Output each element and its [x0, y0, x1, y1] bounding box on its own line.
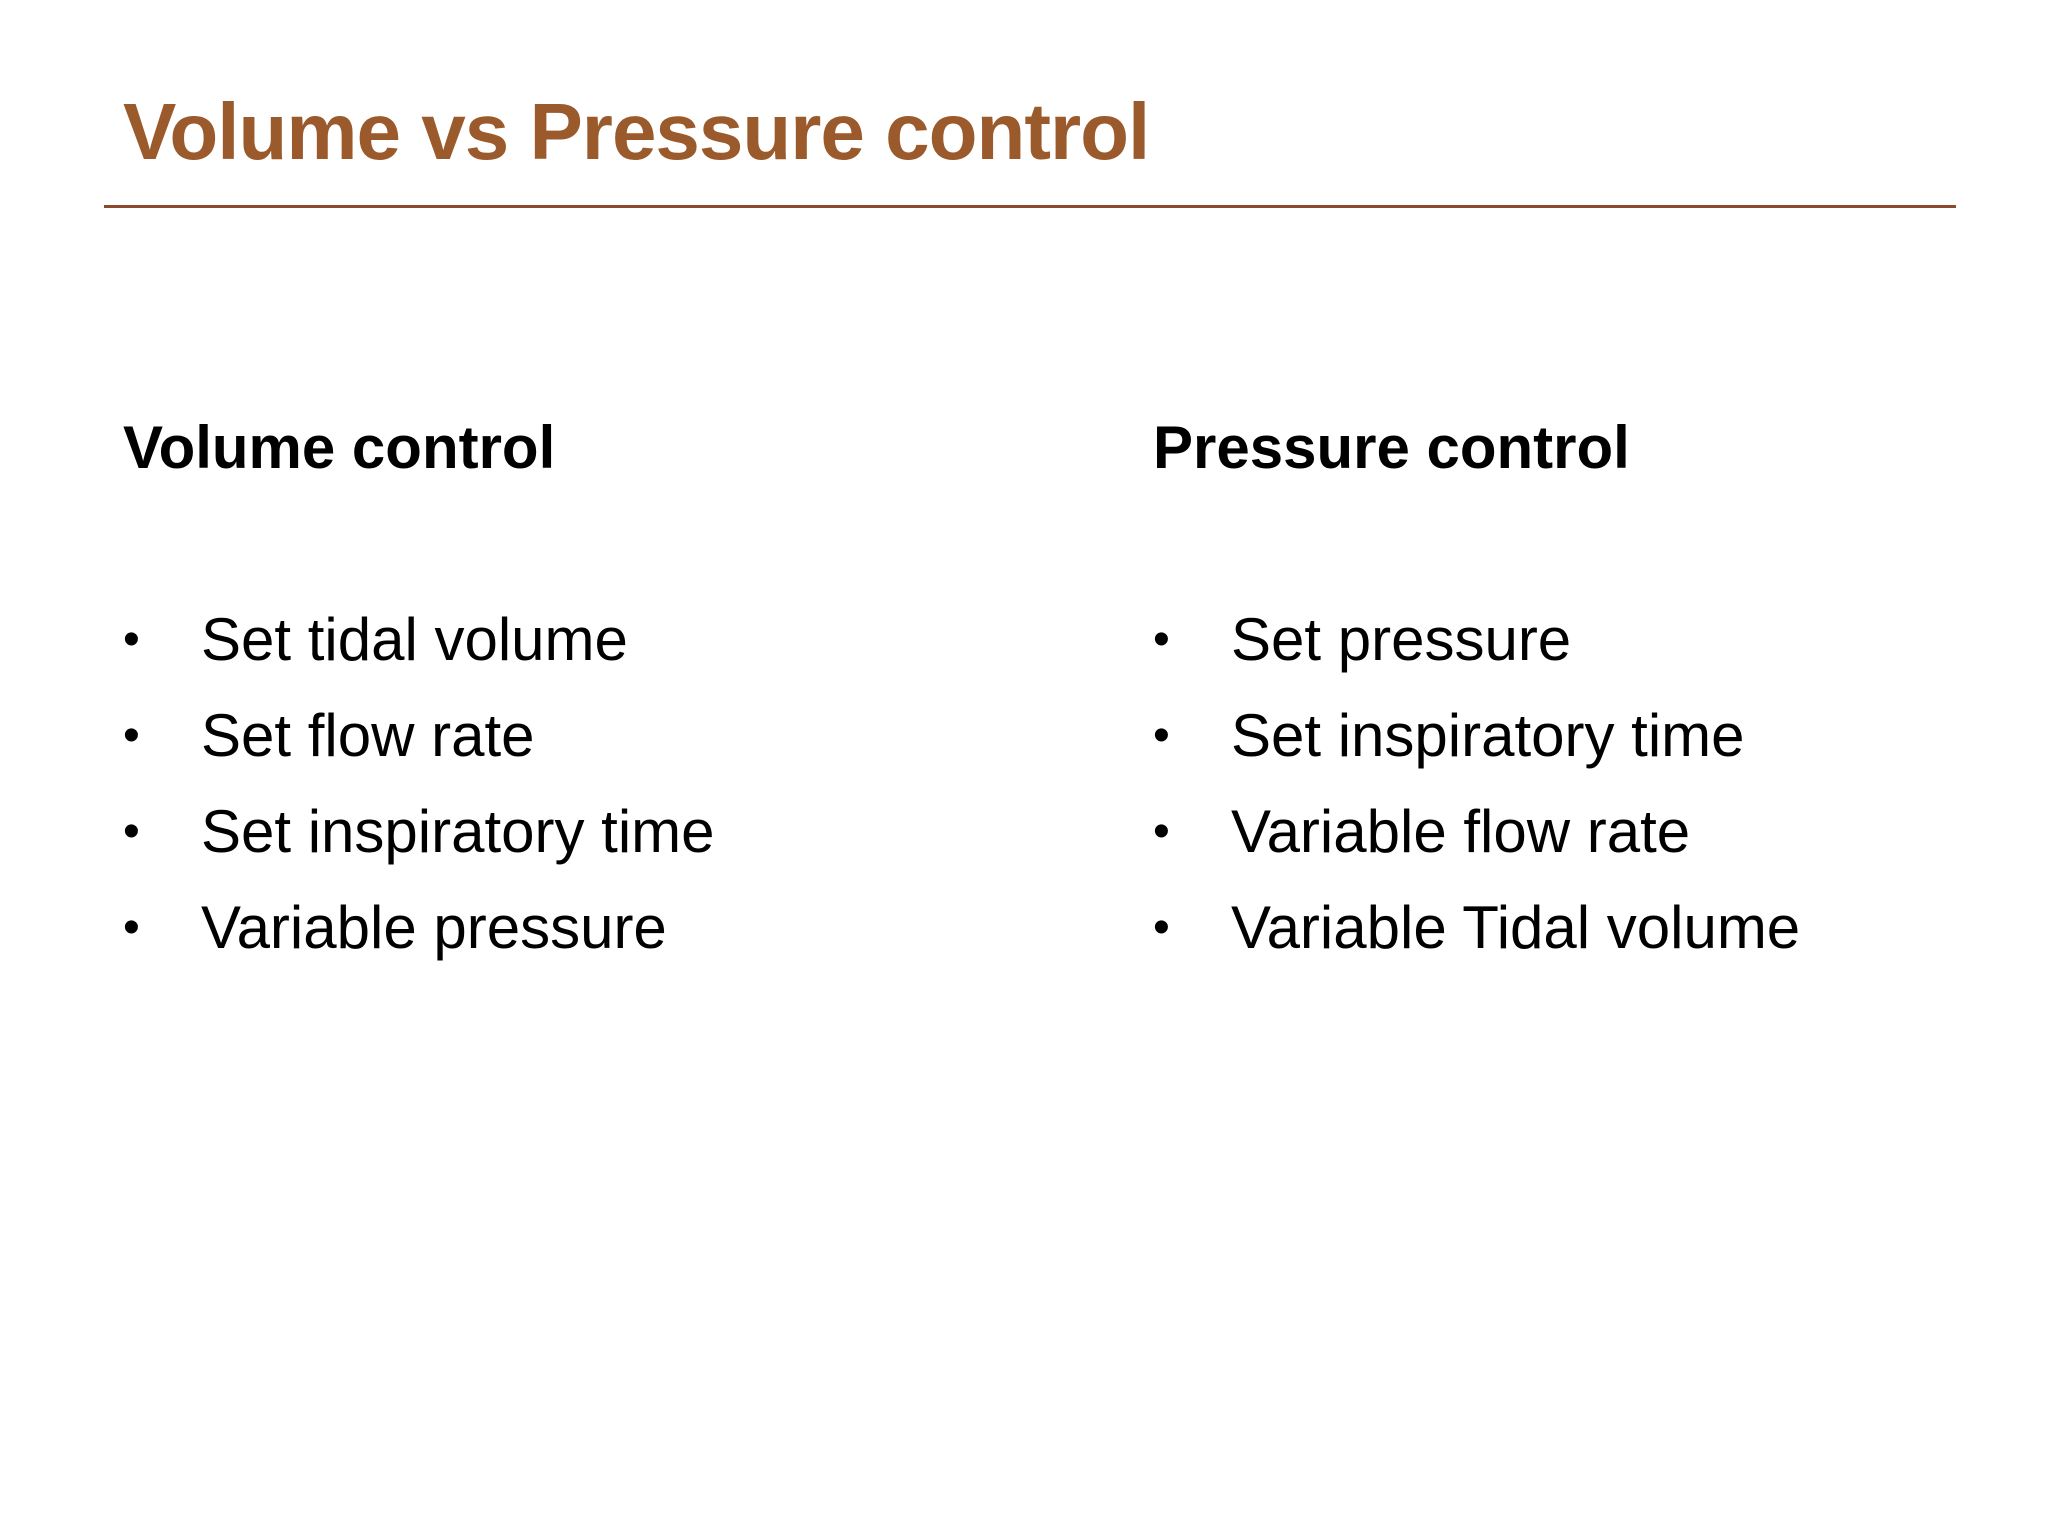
bullet-icon: • — [1153, 709, 1170, 762]
volume-control-column — [123, 408, 983, 976]
list-item — [123, 592, 983, 688]
bullet-icon: • — [1153, 805, 1170, 858]
slide-title: Volume vs Pressure control — [123, 87, 1150, 176]
bullet-icon: • — [1153, 901, 1170, 954]
list-item-text: Set pressure — [1231, 606, 1572, 673]
list-item-text: Variable pressure — [201, 894, 667, 961]
bullet-icon: • — [123, 709, 140, 762]
list-item — [1153, 592, 2013, 688]
list-item — [123, 688, 983, 784]
pressure-control-column — [1153, 408, 2013, 976]
volume-control-list — [123, 592, 983, 976]
list-item — [123, 784, 983, 880]
volume-control-heading: Volume control — [123, 414, 556, 481]
list-item-text: Set tidal volume — [201, 606, 628, 673]
list-item-text: Variable Tidal volume — [1231, 894, 1801, 961]
pressure-control-list — [1153, 592, 2013, 976]
list-item — [123, 880, 983, 976]
list-item-text: Set inspiratory time — [1231, 702, 1745, 769]
pressure-control-heading: Pressure control — [1153, 414, 1630, 481]
list-item-text: Variable flow rate — [1231, 798, 1691, 865]
list-item-text: Set inspiratory time — [201, 798, 715, 865]
list-item — [1153, 784, 2013, 880]
bullet-icon: • — [123, 901, 140, 954]
bullet-icon: • — [123, 613, 140, 666]
list-item-text: Set flow rate — [201, 702, 535, 769]
bullet-icon: • — [1153, 613, 1170, 666]
bullet-icon: • — [123, 805, 140, 858]
title-divider — [104, 205, 1956, 208]
list-item — [1153, 688, 2013, 784]
list-item — [1153, 880, 2013, 976]
